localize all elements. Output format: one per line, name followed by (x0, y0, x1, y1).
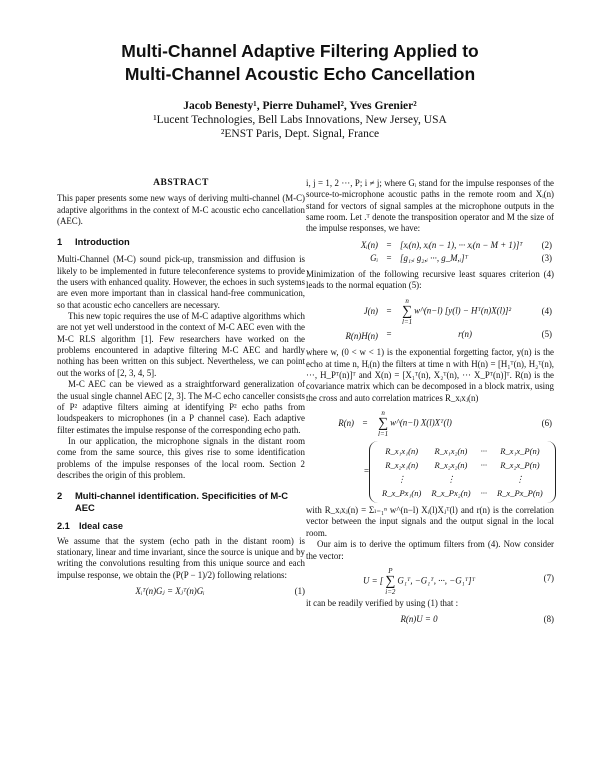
section-title: Introduction (75, 236, 130, 248)
intro-paragraph-4: In our application, the microphone signals in the distant room come from the same source, this gives rise to some identification problems of the impulse responses of the local room. Section 2 describes the origin of this problem. (57, 435, 305, 480)
equation-6 (306, 409, 554, 438)
equation-rhs-text: w^(n−l) [y(l) − Hᵀ(n)X(l)]² (414, 305, 512, 316)
sum-upper-limit: n (405, 297, 409, 306)
summation-symbol (402, 297, 412, 326)
equation-body: R(n)U = 0 (400, 614, 438, 625)
equation-3 (306, 252, 554, 265)
matrix-cell: R_x₁x₁(n) (385, 446, 419, 457)
sum-lower-limit: l=1 (378, 430, 389, 439)
matrix-cell: R_x_Px₂(n) (431, 488, 471, 499)
equation-rhs (374, 409, 532, 438)
summation-symbol (378, 409, 388, 438)
title-line-2: Multi-Channel Acoustic Echo Cancellation (124, 64, 476, 84)
paper-title (0, 40, 600, 86)
block-matrix (364, 441, 554, 503)
sum-lower-limit: i=2 (385, 587, 396, 596)
sigma-icon: ∑ (402, 304, 413, 320)
summation-symbol (385, 567, 395, 596)
section-number: 2 (57, 490, 63, 502)
matrix-table (377, 444, 548, 500)
matrix-cell: ··· (480, 446, 487, 457)
equation-number: (1) (294, 585, 305, 596)
author-names: Jacob Benesty¹, Pierre Duhamel², Yves Grenier² (183, 100, 417, 112)
abstract-text: This paper presents some new ways of deriving multi-channel (M-C) adaptive algorithms in the context of M-C acoustic echo cancellation (AEC). (57, 193, 305, 227)
matrix-cell: ⋮ (446, 474, 456, 485)
matrix-cell: R_x₂x₂(n) (434, 460, 468, 471)
equation-rhs: [xᵢ(n), xᵢ(n − 1), ··· xᵢ(n − M + 1)]ᵀ (400, 239, 523, 250)
matrix-brackets (369, 441, 556, 503)
right-paragraph-5: Our aim is to derive the optimum filters from (4). Now consider the vector: (306, 539, 554, 561)
sum-lower-limit: l=1 (402, 318, 413, 327)
equation-sign: = (362, 418, 368, 429)
matrix-row (377, 472, 548, 486)
matrix-row (377, 486, 548, 500)
equation-lhs: R(n)H(n) (345, 331, 378, 342)
equations-4-5 (306, 297, 554, 343)
matrix-cell: R_x₂x_P(n) (500, 460, 540, 471)
equation-rhs (398, 297, 532, 326)
right-paragraph-3: where w, (0 < w < 1) is the exponential forgetting factor, y(n) is the echo at time n, Hᵢ(n) the filters at time n with H(n) = [H₁ᵀ(n), H₂ᵀ(n), ···, H_Pᵀ(n)]ᵀ and X(n) = [X₁ᵀ(n), X₂ᵀ(n), ··· X_Pᵀ(n)]ᵀ. R(n) is the covariance matrix which can be decomposed in a block matrix, using the cross and auto correlation matrices R_xᵢxⱼ(n) (306, 347, 554, 403)
equation-number: (2) (541, 239, 552, 250)
matrix-cell (476, 472, 492, 486)
equation-2 (306, 239, 554, 252)
equation-number: (3) (541, 252, 552, 263)
equation-4 (306, 297, 554, 326)
matrix-cell: ⋮ (397, 474, 406, 485)
equation-7 (306, 566, 554, 596)
equation-sign: = (364, 466, 370, 477)
matrix-row (377, 444, 548, 458)
matrix-cell: R_x₁x_P(n) (500, 446, 540, 457)
equation-body (306, 567, 532, 596)
right-paragraph-4: with R_xᵢxⱼ(n) = Σₗ₌₁ⁿ w^(n−l) Xᵢ(l)Xⱼᵀ(l) and r(n) is the correlation vector between the input signals and the output signal in the local room. (306, 505, 554, 538)
section-1-heading (57, 236, 305, 248)
subsection-2-1-heading (57, 521, 305, 532)
sum-upper-limit: n (381, 409, 385, 418)
right-paragraph-1: i, j = 1, 2 ···, P; i ≠ j; where Gᵢ stand for the impulse responses of the source-to-microphone acoustic paths in the remote room and Xᵢ(n) stand for vectors of signal samples at the microphone outputs in the same room. Let .ᵀ denote the transposition operator and M the size of the impulse responses, we have: (306, 178, 554, 234)
affiliation-2: ²ENST Paris, Dept. Signal, France (220, 128, 380, 140)
equation-lhs: J(n) (363, 306, 378, 317)
equation-1 (57, 586, 305, 600)
equation-lhs: Gᵢ (370, 252, 378, 263)
matrix-cell: R_x₂x₁(n) (385, 460, 419, 471)
equation-sign: = (386, 252, 392, 263)
section-2-heading (57, 490, 305, 514)
equation-number: (6) (541, 418, 552, 429)
section-number: 1 (57, 236, 63, 248)
equation-lhs: Xᵢ(n) (360, 239, 378, 250)
equation-sign: = (386, 306, 392, 317)
equation-5 (306, 326, 554, 343)
matrix-cell: R_x₁x₂(n) (434, 446, 468, 457)
equation-body: Xᵢᵀ(n)Gⱼ = Xⱼᵀ(n)Gᵢ (135, 585, 205, 596)
equation-number: (8) (543, 614, 554, 625)
section-title: Multi-channel identification. Specificities of M-C AEC (75, 490, 289, 514)
title-line-1: Multi-Channel Adaptive Filtering Applied to (121, 41, 479, 61)
matrix-cell: ··· (480, 488, 487, 499)
sigma-icon: ∑ (385, 573, 396, 589)
affiliation-1: ¹Lucent Technologies, Bell Labs Innovations, New Jersey, USA (153, 114, 447, 126)
equation-rhs: r(n) (458, 329, 472, 340)
intro-paragraph-3: M-C AEC can be viewed as a straightforward generalization of the usual single channel AEC [2, 3]. The M-C echo canceller consists of P² adaptive filters aiming at identifying P² echo paths from loudspeakers to microphones (in a P channel case). Each adaptive filter estimates the impulse response of the corresponding echo path. (57, 379, 305, 435)
subsection-number: 2.1 (57, 521, 70, 532)
equation-sign: = (386, 329, 392, 340)
matrix-row (377, 458, 548, 472)
equation-lhs: R(n) (338, 418, 354, 429)
intro-paragraph-2: This new topic requires the use of M-C adaptive algorithms which are not yet well understood in the context of M-C AEC even with the M-C RLS algorithm [1]. Few researchers have worked on the problems encountered in adaptive filtering M-C AEC and hardly nothing has been written on this subject. Nevertheless, we can point out the works of [2, 3, 4, 5]. (57, 311, 305, 378)
intro-paragraph-1: Multi-Channel (M-C) sound pick-up, transmission and diffusion is likely to be implemented in future teleconference systems to provide the users with enhanced quality. However, the echoes in such systems are even more important than in classical hand-free communication, so that acoustic echo cancellers are necessary. (57, 254, 305, 310)
subsection-title: Ideal case (79, 521, 123, 532)
equation-8 (306, 614, 554, 628)
author-block (0, 99, 600, 141)
ideal-case-paragraph: We assume that the system (echo path in the distant room) is stationary, linear and time invariant, since the source is unique and by writing the convolutions resulting from this unique source and each impulse response, we obtain the (P(P − 1)/2) following relations: (57, 535, 305, 580)
equations-2-3 (306, 239, 554, 265)
right-column (306, 178, 554, 633)
sum-upper-limit: P (388, 566, 393, 575)
equation-rhs-text: w^(n−l) X(l)Xᵀ(l) (390, 417, 452, 428)
abstract-heading: ABSTRACT (153, 178, 209, 188)
right-paragraph-6: it can be readily verified by using (1) that : (306, 597, 459, 608)
matrix-cell: R_x_Px₁(n) (382, 488, 422, 499)
equation-number: (4) (541, 306, 552, 317)
matrix-cell: ··· (480, 460, 487, 471)
equation-rhs: [g₁,ᵢ g₂,ᵢ ···, g_M,ᵢ]ᵀ (400, 252, 469, 263)
right-paragraph-2: Minimization of the following recursive least squares criterion (4) leads to the normal equation (5): (306, 268, 554, 291)
equation-rhs: G₁ᵀ, −G₁ᵀ, ···, −G₁ᵀ]ᵀ (397, 575, 476, 586)
equation-lhs: U = [ (362, 575, 384, 586)
sigma-icon: ∑ (378, 416, 389, 432)
matrix-cell: R_x_Px_P(n) (496, 488, 543, 499)
equation-number: (5) (541, 329, 552, 340)
equation-number: (7) (543, 572, 554, 583)
matrix-cell: ⋮ (515, 474, 525, 485)
left-column (57, 178, 305, 605)
equation-sign: = (386, 239, 392, 250)
